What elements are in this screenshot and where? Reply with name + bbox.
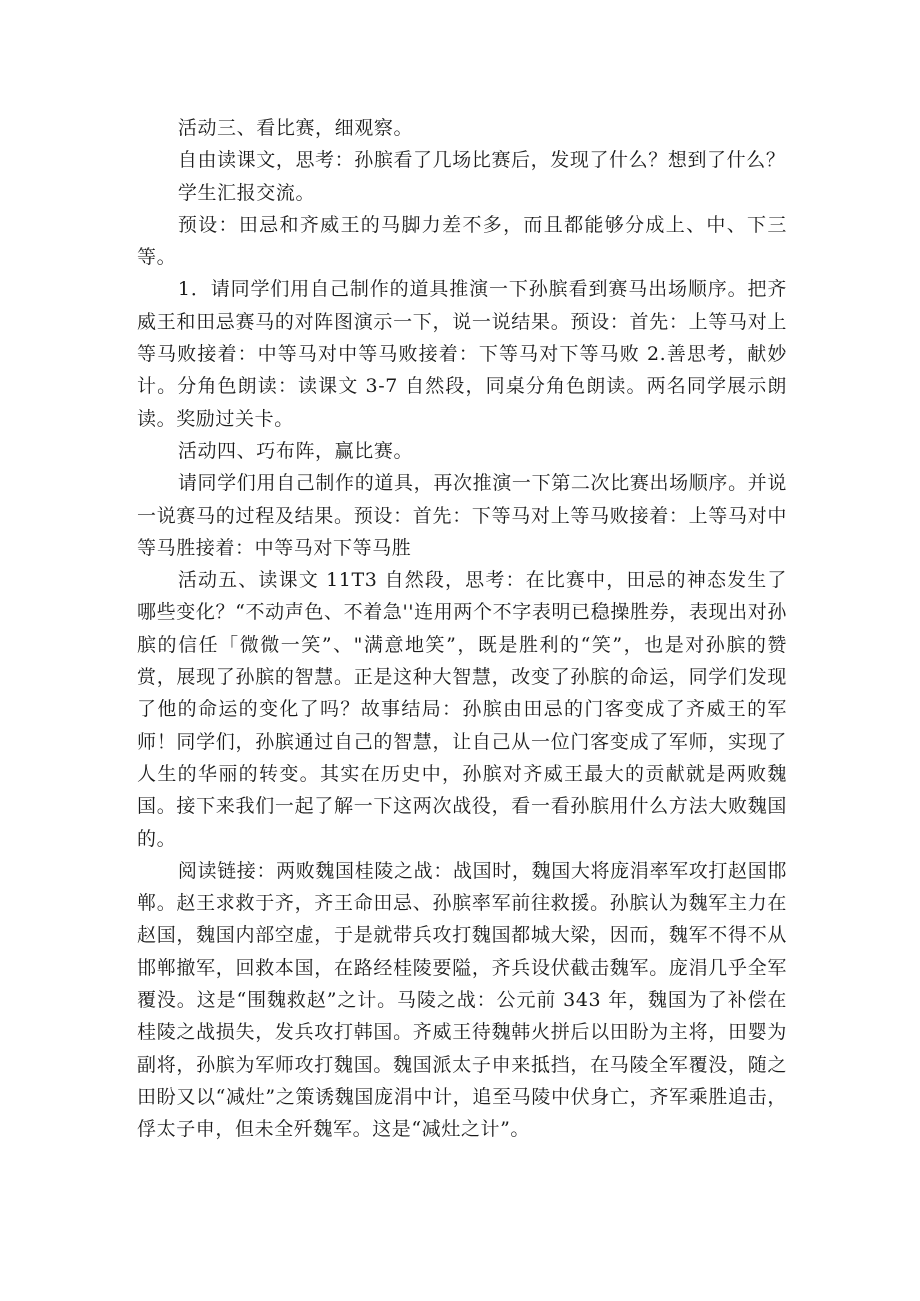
reading-question-paragraph: 自由读课文，思考：孙膑看了几场比赛后，发现了什么？想到了什么？ xyxy=(177,149,786,172)
activity-four-heading: 活动四、巧布阵，赢比赛。 xyxy=(177,439,414,462)
activity-three-heading: 活动三、看比赛，细观察。 xyxy=(177,117,414,139)
reading-link-paragraph: 阅读链接：两败魏国桂陵之战：战国时，魏国大将庞涓率军攻打赵国邯郸。赵王求救于齐，齐王命田忌、孙膑率军前往救援。孙膑认为魏军主力在赵国，魏国内部空虚，于是就带兵攻打魏国都城大梁，因而，魏军不得不从邯郸撤军，回救本国，在路经桂陵要隘，齐兵设伏截击魏军。庞涓几乎全军覆没。这是“围魏救赵”之计。马陵之战：公元前 343 年，魏国为了补偿在桂陵之战损失，发兵攻打韩国。齐威王待魏韩火拼后以田盼为主将，田婴为副将，孙膑为军师攻打魏国。魏国派太子申来抵挡，在马陵全军覆没，随之田盼又以“减灶”之策诱魏国庞涓中计，追至马陵中伏身亡，齐军乘胜追击，俘太子申，但未全歼魏军。这是“减灶之计”。 xyxy=(137,859,787,1141)
student-report-paragraph: 学生汇报交流。 xyxy=(177,181,316,204)
second-race-deduction-paragraph: 请同学们用自己制作的道具，再次推演一下第二次比赛出场顺序。并说一说赛马的过程及结果。预设：首先：下等马对上等马败接着：上等马对中等马胜接着：中等马对下等马胜 xyxy=(137,472,787,559)
document-body xyxy=(137,112,787,1146)
first-race-deduction-paragraph: 1．请同学们用自己制作的道具推演一下孙膑看到赛马出场顺序。把齐威王和田忌赛马的对阵图演示一下，说一说结果。预设：首先：上等马对上等马败接着：中等马对中等马败接着：下等马对下等马败 2.善思考，献妙计。分角色朗读：读课文 3-7 自然段，同桌分角色朗读。两名同学展示朗读。奖励过关卡。 xyxy=(137,278,787,430)
activity-five-paragraph: 活动五、读课文 11T3 自然段，思考：在比赛中，田忌的神态发生了哪些变化？“不动声色、不着急''连用两个不字表明已稳操胜券，表现出对孙膑的信任「微微一笑”、"满意地笑”，既是胜利的“笑”，也是对孙膑的赞赏，展现了孙膑的智慧。正是这种大智慧，改变了孙膑的命运，同学们发现了他的命运的变化了吗？故事结局：孙膑由田忌的门客变成了齐威王的军师！同学们，孙膑通过自己的智慧，让自己从一位门客变成了军师，实现了人生的华丽的转变。其实在历史中，孙膑对齐威王最大的贡献就是两败魏国。接下来我们一起了解一下这两次战役，看一看孙膑用什么方法大败魏国的。 xyxy=(137,569,787,850)
preset-answer-paragraph: 预设：田忌和齐威王的马脚力差不多，而且都能够分成上、中、下三等。 xyxy=(137,213,787,269)
